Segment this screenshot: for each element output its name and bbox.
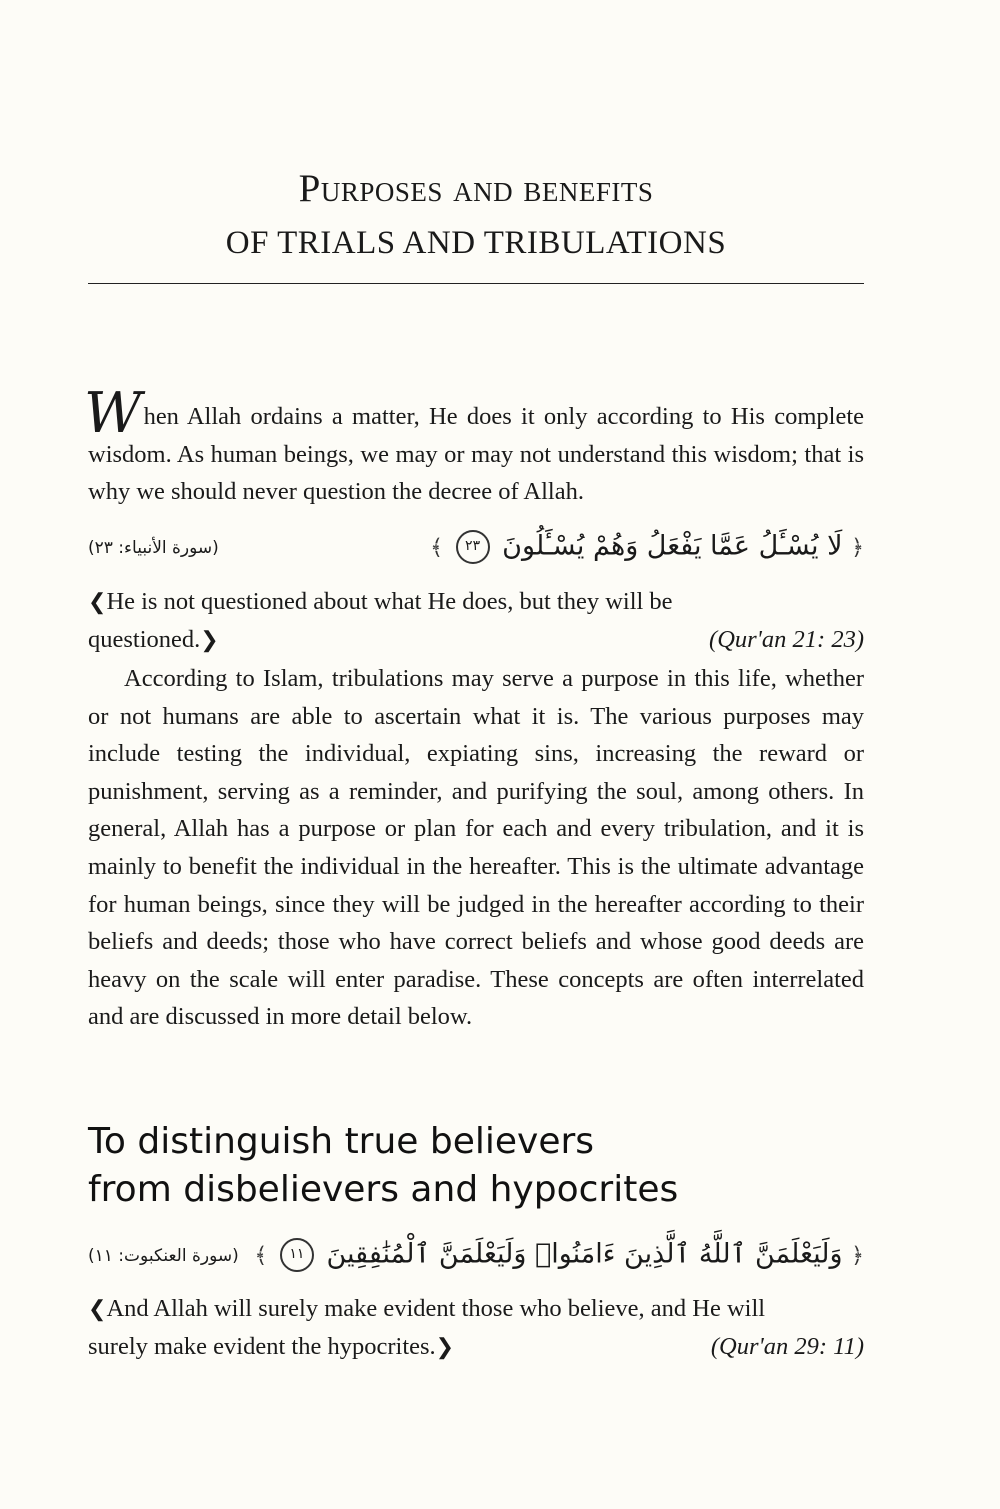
verse1-arabic-reference: (سورة الأنبياء: ٢٣) bbox=[88, 538, 219, 558]
chapter-title bbox=[88, 165, 864, 265]
verse1-arabic-line bbox=[88, 530, 864, 582]
open-bracket-icon: ❮ bbox=[88, 589, 107, 614]
close-bracket-icon: ❯ bbox=[435, 1333, 455, 1359]
verse2-arabic-text bbox=[254, 1238, 864, 1272]
verse1-translation-start: He is not questioned about what He does, but they will be bbox=[106, 588, 673, 615]
verse2-arabic-reference: (سورة العنكبوت: ١١) bbox=[88, 1246, 239, 1266]
verse1-translation bbox=[88, 583, 864, 658]
chapter-title-line2: OF TRIALS AND TRIBULATIONS bbox=[225, 225, 727, 261]
section-heading-line2: from disbelievers and hypocrites bbox=[88, 1169, 679, 1210]
verse1-arabic: لَا يُسْـَٔلُ عَمَّا يَفْعَلُ وَهُمْ يُسْـَٔلُونَ bbox=[502, 530, 843, 562]
intro-text: hen Allah ordains a matter, He does it only according to His complete wisdom. As human beings, we may or may not understand this wisdom; that is why we should never question the decree of Allah. bbox=[88, 403, 864, 506]
verse2-citation: (Qur'an 29: 11) bbox=[710, 1332, 864, 1360]
verse1-translation-end: questioned. bbox=[88, 625, 201, 653]
body-paragraph-text: According to Islam, tribulations may serve a purpose in this life, whether or not humans are able to ascertain what it is. The various purposes may include testing the individual, expiating sins, increasing the reward or punishment, serving as a reminder, and purifying the soul, among others. In general, Allah has a purpose or plan for each and every tribulation, and it is mainly to benefit the individual in the hereafter. This is the ultimate advantage for human beings, since they will be judged in the hereafter according to their beliefs and deeds; those who have correct beliefs and whose good deeds are heavy on the scale will enter paradise. These concepts are often interrelated and are discussed in more detail below. bbox=[88, 665, 864, 1031]
verse2-translation-start: And Allah will surely make evident those who believe, and He will bbox=[106, 1295, 766, 1322]
open-bracket-icon: ❮ bbox=[88, 1296, 107, 1321]
close-bracket-icon: ❯ bbox=[200, 626, 219, 652]
verse1-citation: (Qur'an 21: 23) bbox=[709, 625, 864, 653]
ayah-number-badge: ٢٣ bbox=[456, 530, 490, 564]
body-paragraph bbox=[88, 660, 864, 1036]
ornament-close-icon: ﴾ bbox=[430, 535, 443, 561]
verse2-translation bbox=[88, 1290, 864, 1365]
title-divider bbox=[88, 283, 864, 284]
ornament-close-icon: ﴾ bbox=[254, 1243, 268, 1269]
drop-cap: W bbox=[84, 381, 142, 446]
ayah-number-badge: ١١ bbox=[280, 1238, 314, 1272]
intro-paragraph bbox=[84, 381, 864, 511]
verse1-arabic-text bbox=[430, 530, 864, 564]
chapter-title-line1: Purposes and benefits bbox=[298, 167, 654, 210]
section-heading bbox=[88, 1118, 864, 1214]
ornament-open-icon: ﴿ bbox=[851, 1243, 864, 1269]
section-heading-line1: To distinguish true believers bbox=[88, 1121, 595, 1162]
ornament-open-icon: ﴿ bbox=[851, 535, 864, 561]
verse2-arabic-line bbox=[88, 1238, 864, 1290]
verse2-translation-end: surely make evident the hypocrites. bbox=[88, 1332, 436, 1360]
verse2-arabic: وَلَيَعْلَمَنَّ ٱللَّهُ ٱلَّذِينَ ءَامَنُوا۟ وَلَيَعْلَمَنَّ ٱلْمُنَٰفِقِينَ bbox=[326, 1238, 843, 1270]
